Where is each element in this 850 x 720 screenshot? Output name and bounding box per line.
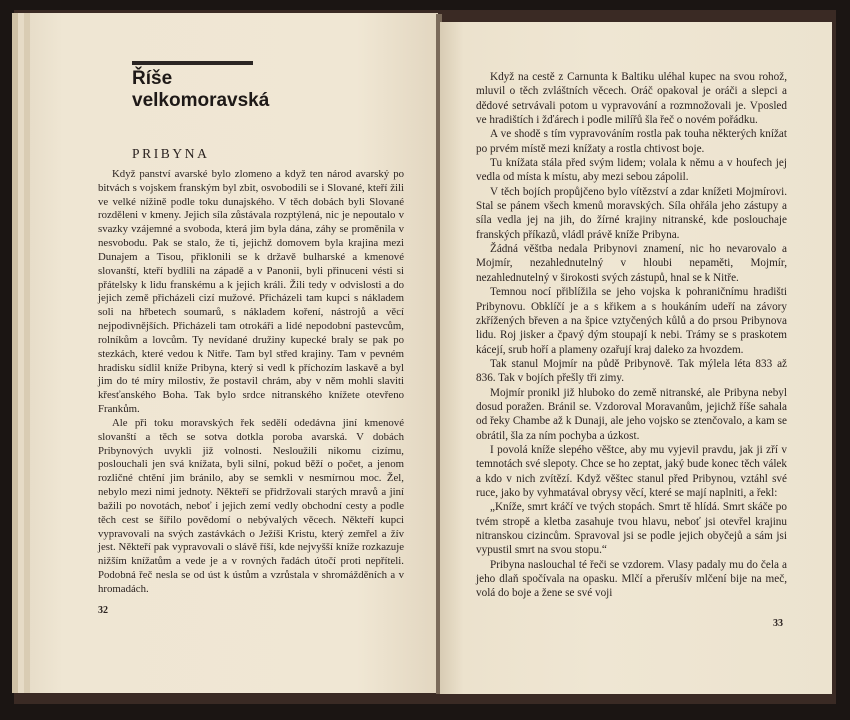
- page-number-right: 33: [773, 618, 783, 629]
- right-paragraph: Žádná věštba nedala Pribynovi znamení, nic ho nevarovalo a Mojmír, nezahlednutelný v hloubi nepaměti, Mojmír, nezahlednutelný v širokosti svých zástupů, hnal se k Nitře.: [476, 243, 787, 284]
- right-paragraph: Pribyna naslouchal té řeči se vzdorem. Vlasy padaly mu do čela a jeho dlaň spočívala na opasku. Mlčí a přerušív mlčení bije na meč, volá do boje a žene se své voji: [476, 558, 787, 600]
- chapter-title: [132, 68, 332, 112]
- right-paragraph: V těch bojích propůjčeno bylo vítězství a zdar knížeti Mojmírovi. Stal se pánem všech kmenů moravských. Síla ohřála jeho zástupy a síla vedla jej na jih, do žírné krajiny nitranské, kde poslouchaje franských příkazů, vládl právě kníže Pribyna.: [476, 185, 787, 241]
- right-paragraph: Tu knížata stála před svým lidem; volala k němu a v houfech jej vedla od místa k místu, aby mezi sebou zápolil.: [476, 157, 787, 184]
- page-number-left: 32: [98, 605, 108, 616]
- right-body-text: [476, 70, 787, 601]
- chapter-title-line1: Říše: [132, 68, 173, 89]
- right-paragraph: Když na cestě z Carnunta k Baltiku uléhal kupec na svou rohož, mluvil o těch zvláštních věcech. Oráč opakoval je oráči a slepci a dědové setrvávali potom u vypravování a rozmnožovali je. Vposled ve hradištích i žďárech i podle milířů šla řeč o novém pořádku.: [476, 71, 787, 127]
- right-paragraph: Mojmír pronikl již hluboko do země nitranské, ale Pribyna nebyl dosud poražen. Bránil se. Vzdoroval Moravanům, jejichž říše sahala od řeky Chambe až k Dunaji, ale jeho vojsko se ztenčovalo, a kam se obrátil, šla za ním pochyba a úzkost.: [476, 386, 787, 442]
- chapter-title-line2: velkomoravská: [132, 90, 270, 111]
- chapter-rule: [132, 61, 253, 65]
- right-paragraph: A ve shodě s tím vypravováním rostla pak touha některých knížat po prvém místě mezi knížaty a rostla chtivost boje.: [476, 128, 787, 155]
- left-paragraph: Když panství avarské bylo zlomeno a když ten národ avarský po bitvách s vojskem franským byl zbit, osvobodili se i Slované, kteří žili ve velké nížině podle toku dunajského. V těch dobách byli Slované rozděleni v kmeny. Jejich síla zůstávala rozptýlená, nic je nepoutalo v svazky vzájemné a svoboda, která jim byla dána, záhy se proměnila v nesvobodu. Pak se stalo, že ti, jejichž domovem byla krajina mezi Dunajem a Tisou, přiklonili se k državě bulharské a kmenové slovanští, kteří bydlili na západě a v Panonii, byli přinuceni vésti si přátelsky k lidu franskému a k jejich králi. Žili tedy v odvislosti a do jejich země přicházeli cizí mužové. Přicházeli tam kupci s nákladem soli na hřbetech soumarů, s nákladem koření, nástrojů a věcí nejpodivnějších. Přicházeli tam otrokáři a lidé nepodobní pastevcům, rolníkům a lovcům. Ty nevídané družiny kupecké braly se pak po stezkách, které vedou k Nitře. Tam byl střed krajiny. Tam v pevném hradisku sídlil kníže Pribyna, který si vedl k příchozím laskavě a byl jim do té míry milostiv, že postavil chrám, aby v něm mohli slaviti křesťanského Boha. Tak bylo srdce nitranského knížete otevřeno Frankům.: [98, 168, 404, 416]
- right-paragraph: I povolá kníže slepého věštce, aby mu vyjevil pravdu, jak ji zří v temnotách své slepoty. Chce se ho zeptat, jaký bude konec těch válek a kdo v nich zvítězí. Když věštec stanul před Pribynou, vztáhl své ruce, jako by vyhmatával obrysy věcí, které se mají naplniti, a řekl:: [476, 443, 787, 499]
- left-paragraph: Ale při toku moravských řek sedělí odedávna jiní kmenové slovanští a těch se sotva dotkla poroba avarská. V dobách Pribynových uvykli již volnosti. Nesloužili nikomu cizímu, poslouchali jen svá knížata, byli silní, pokud běží o počet, a jenom rozličné chtění jim bránilo, aby se semkli v nesmírnou moc. Žel, nebylo mezi nimi jednoty. Někteří se přidržovali starých mravů a jiní bažili po novotách, neboť i jejich zemí vedly obchodní cesty a podle těch cest se šířilo povědomí o nebývalých věcech. Někteří kupci vypravovali na svých zastávkách o Ježíši Kristu, který zemřel a žív jest. Někteří pak vypravovali o slávě říší, kde nejvyšší kníže rozkazuje nižším knížatům a vede je a v rovných řadách útočí proti nepříteli. Podobná řeč nesla se od úst k ústům a vzrůstala v shromážděních a v hromadách.: [98, 416, 404, 595]
- section-title: PRIBYNA: [132, 146, 210, 161]
- right-paragraph: Temnou nocí přiblížila se jeho vojska k pohraničnímu hradišti Pribynovu. Obklíčí je a s křikem a s houkáním udeří na závory zkřížených břeven a na špice vztyčených kůlů a do prsou Pribynova lidu. Roj jisker a čpavý dým stoupají k nebi. Trámy se s praskotem kácejí, srub hoří a plameny ozařují kraj daleko za hvozdem.: [476, 286, 787, 356]
- left-body-text: [98, 168, 404, 597]
- right-paragraph: Tak stanul Mojmír na půdě Pribynově. Tak mýlela léta 833 až 836. Tak v bojích přešly tři zimy.: [476, 357, 787, 385]
- right-paragraph: „Kníže, smrt kráčí ve tvých stopách. Smrt tě hlídá. Smrt skáče po tvém stropě a kletba zasahuje tvou hlavu, neboť jsi otevřel krajinu nitranskou cizincům. Spravoval jsi se podle jejich obyčejů a sám jsi vypustil smrt na svou stopu.“: [476, 501, 787, 557]
